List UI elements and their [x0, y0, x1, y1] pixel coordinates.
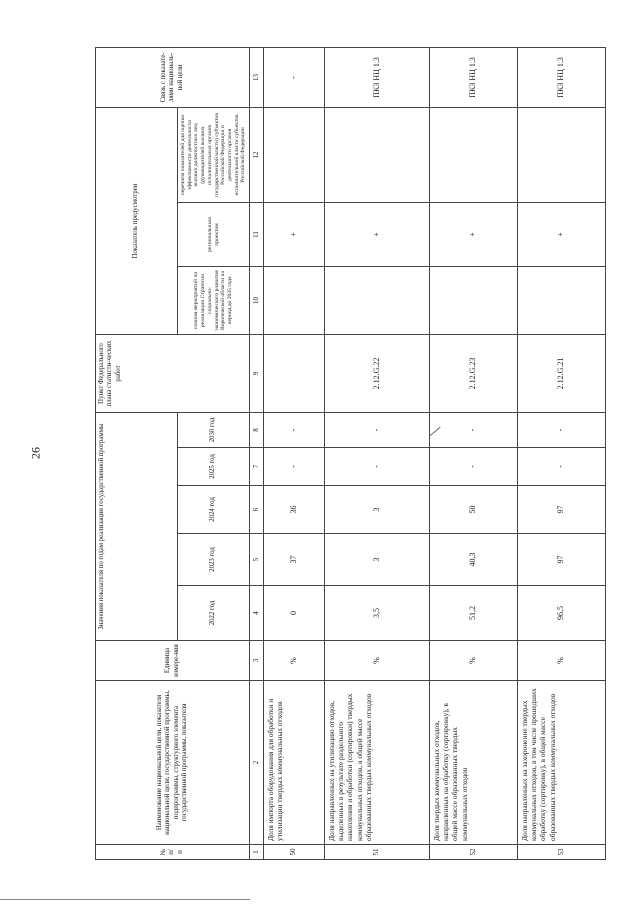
indicator-unit: %: [263, 641, 324, 681]
value-2023: 3: [324, 534, 429, 586]
col-number-12: 12: [250, 107, 264, 202]
col-number-5: 5: [250, 534, 264, 586]
header-col-no: № п/п: [96, 845, 250, 860]
col-number-3: 3: [250, 641, 264, 681]
strategy-mark: [517, 267, 605, 335]
evaluation-list-mark: [324, 107, 429, 202]
row-number: 51: [324, 845, 429, 860]
value-2025: -: [517, 448, 605, 486]
value-2022: 3,5: [324, 586, 429, 641]
strategy-mark: [429, 267, 517, 335]
fed-plan-item: 2.12.G.22: [324, 335, 429, 413]
regional-project-mark: +: [429, 203, 517, 267]
col-number-7: 7: [250, 448, 264, 486]
indicator-unit: %: [429, 641, 517, 681]
value-2024: 36: [263, 486, 324, 534]
col-number-10: 10: [250, 267, 264, 335]
header-year-2022: 2022 год: [178, 586, 250, 641]
indicator-unit: %: [324, 641, 429, 681]
evaluation-list-mark: [429, 107, 517, 202]
header-provided-group: Показатель предусмотрен: [96, 107, 178, 334]
strategy-mark: [263, 267, 324, 335]
col-number-13: 13: [250, 47, 264, 107]
value-2025: -: [429, 448, 517, 486]
value-2025: -: [263, 448, 324, 486]
table-row: [324, 47, 429, 859]
header-col-list: перечнем показателей для оценки эффективности деятельности высших должностных лиц (руководителей высших исполнительных органов государственной власти) субъектов Российской Федерации и деятельности органов исполнительной власти субъектов Российской Федерации: [178, 107, 250, 202]
row-number: 53: [517, 845, 605, 860]
evaluation-list-mark: [263, 107, 324, 202]
footer-rule: [0, 899, 250, 900]
header-year-2024: 2024 год: [178, 486, 250, 534]
value-2025: -: [324, 448, 429, 486]
value-2030: -: [263, 413, 324, 448]
national-goal-link: -: [263, 47, 324, 107]
indicator-name: Доля направленных на утилизацию отходов, выделенных в результате раздельного накопления и обработки (сортировки) твердых коммунальных отходов, в общей массе образованных твердых коммунальных отходов: [324, 681, 429, 845]
national-goal-link: ПКЗ НЦ 1.3: [517, 47, 605, 107]
indicator-name: Доля твердых коммунальных отходов, направленных на обработку (сортировку), в общей массе образованных твердых коммунальных отходов: [429, 681, 517, 845]
col-number-8: 8: [250, 413, 264, 448]
value-2023: 97: [517, 534, 605, 586]
indicator-name: Доля импорта оборудования для обработки и утилизации твердых коммунальных отходов: [263, 681, 324, 845]
regional-project-mark: +: [517, 203, 605, 267]
header-col-regional: региональным проектом: [178, 203, 250, 267]
header-col-link: Связь с показате-лями националь-ной цели: [96, 47, 250, 107]
header-col-unit: Единица измере-ния: [96, 641, 250, 681]
table-row: [429, 47, 517, 859]
value-2022: 96,5: [517, 586, 605, 641]
header-col-fed-plan: Пункт Федерального плана статисти-ческих работ: [96, 335, 250, 413]
header-year-2025: 2025 год: [178, 448, 250, 486]
value-2022: 0: [263, 586, 324, 641]
header-row-1: [96, 47, 178, 859]
header-col-strategy: планом мероприятий по реализации Стратегии социально-экономического развития Воронежской области на период до 2035 года: [178, 267, 250, 335]
col-number-2: 2: [250, 681, 264, 845]
col-number-4: 4: [250, 586, 264, 641]
indicator-name: Доля направленных на захоронение твердых коммунальных отходов, в том числе прошедших обработку (сортировку), в общей массе образованных твердых коммунальных отходов: [517, 681, 605, 845]
fed-plan-item: [263, 335, 324, 413]
col-number-9: 9: [250, 335, 264, 413]
col-number-11: 11: [250, 203, 264, 267]
value-2023: 40,3: [429, 534, 517, 586]
rotated-table-wrapper: [95, 48, 595, 860]
header-year-2030: 2030 год: [178, 413, 250, 448]
col-number-6: 6: [250, 486, 264, 534]
row-number: 52: [429, 845, 517, 860]
header-year-2023: 2023 год: [178, 534, 250, 586]
evaluation-list-mark: [517, 107, 605, 202]
value-2030: -: [429, 413, 517, 448]
value-2022: 51,2: [429, 586, 517, 641]
fed-plan-item: 2.12.G.23: [429, 335, 517, 413]
column-numbers-row: [250, 47, 264, 859]
page-number: 26: [28, 447, 43, 459]
header-values-group: Значения показателя по годам реализации государственной программы: [96, 413, 178, 641]
strategy-mark: [324, 267, 429, 335]
row-number: 50: [263, 845, 324, 860]
value-2030: -: [324, 413, 429, 448]
value-2030: -: [517, 413, 605, 448]
regional-project-mark: +: [263, 203, 324, 267]
indicator-unit: %: [517, 641, 605, 681]
header-col-name: Наименование национальной цели, показателя национальной цели, государственной программы, подпрограммы, структурного элемента государственной программы, показателя: [96, 681, 250, 845]
value-2024: 50: [429, 486, 517, 534]
col-number-1: 1: [250, 845, 264, 860]
table-row: [517, 47, 605, 859]
value-2024: 97: [517, 486, 605, 534]
fed-plan-item: 2.12.G.21: [517, 335, 605, 413]
national-goal-link: ПКЗ НЦ 1.3: [324, 47, 429, 107]
indicators-table: [95, 47, 606, 860]
value-2024: 3: [324, 486, 429, 534]
regional-project-mark: +: [324, 203, 429, 267]
value-2023: 37: [263, 534, 324, 586]
national-goal-link: ПКЗ НЦ 1.3: [429, 47, 517, 107]
table-row: [263, 47, 324, 859]
